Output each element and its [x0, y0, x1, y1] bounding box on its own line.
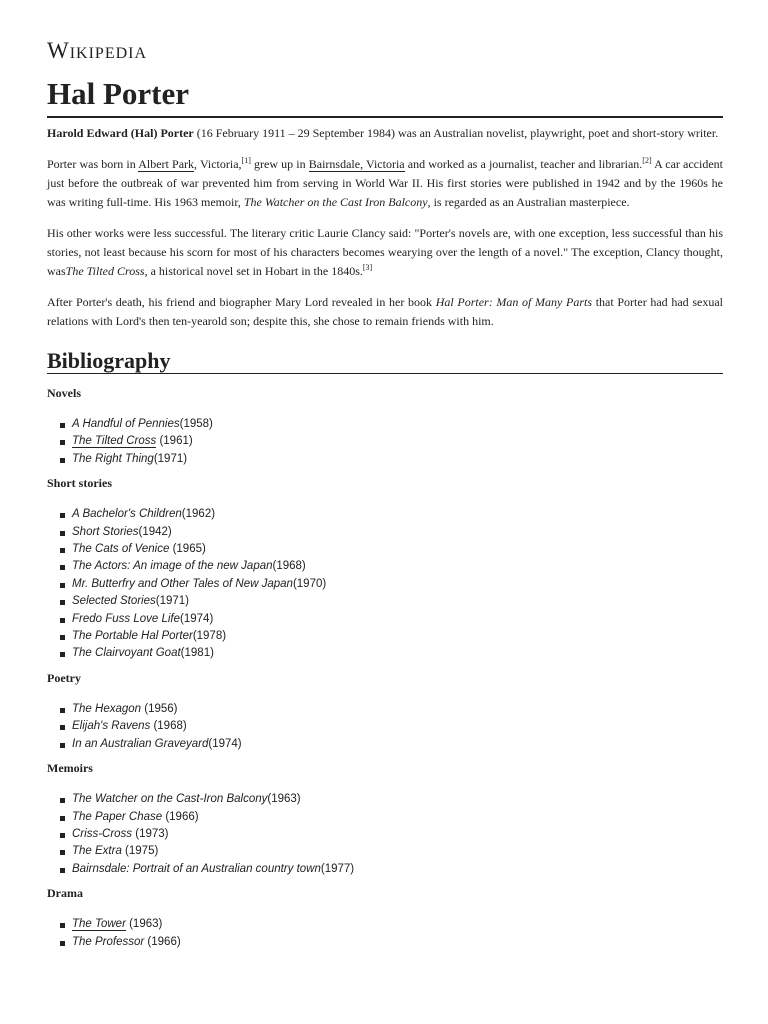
reference-link-2[interactable]: [2]: [642, 156, 652, 165]
list-item: The Clairvoyant Goat(1981): [72, 645, 723, 662]
list-item: Bairnsdale: Portrait of an Australian country town(1977): [72, 861, 723, 878]
reference-link-1[interactable]: [1]: [241, 156, 251, 165]
link-bairnsdale[interactable]: Bairnsdale, Victoria: [308, 157, 405, 171]
personal-life-paragraph: After Porter's death, his friend and biographer Mary Lord revealed in her book Hal Porter: Man of Many Parts that Porter had had sexual relations with Lord's then ten-yearold son; despite this, she chose to remain friends with him.: [47, 295, 723, 328]
wikipedia-logo[interactable]: Wikipedia: [47, 38, 148, 63]
intro-paragraph: Harold Edward (Hal) Porter (16 February 1911 – 29 September 1984) was an Australian novelist, playwright, poet and short-story writer.: [47, 126, 719, 140]
list-item: Fredo Fuss Love Life(1974): [72, 611, 723, 628]
subject-name: Harold Edward (Hal) Porter: [47, 126, 194, 140]
list-item: Selected Stories(1971): [72, 593, 723, 610]
reception-paragraph: His other works were less successful. The literary critic Laurie Clancy said: "Porter's novels are, with one exception, less successful than his stories, not least because his scorn for most of his characters becomes wearying over the length of a novel." The exception, Clancy thought, wasThe Tilted Cross, a historical novel set in Hobart in the 1840s.[3]: [47, 226, 723, 278]
list-item: The Watcher on the Cast-Iron Balcony(1963): [72, 791, 723, 808]
link-albert-park[interactable]: Albert Park: [138, 157, 195, 171]
reference-link-3[interactable]: [3]: [362, 263, 373, 272]
list-item: The Hexagon (1956): [72, 701, 723, 718]
section-heading: Short stories: [47, 476, 112, 491]
list-item: Mr. Butterfry and Other Tales of New Japan(1970): [72, 576, 723, 593]
list-item: The Cats of Venice (1965): [72, 541, 723, 558]
memoirs-list: [47, 791, 723, 878]
article-body: [47, 124, 723, 957]
early-life-paragraph: Porter was born in Albert Park, Victoria,[1] grew up in Bairnsdale, Victoria and worked as a journalist, teacher and librarian.[2] A car accident just before the outbreak of war prevented him from serving in World War II. His first stories were published in 1942 and by the 1960s he was writing full-time. His 1963 memoir, The Watcher on the Cast Iron Balcony, is regarded as an Australian masterpiece.: [47, 156, 724, 209]
drama-list: [47, 916, 723, 951]
list-item: In an Australian Graveyard(1974): [72, 736, 723, 753]
list-item: The Actors: An image of the new Japan(1968): [72, 558, 723, 575]
section-heading: Poetry: [47, 670, 81, 685]
list-item: The Portable Hal Porter(1978): [72, 628, 723, 645]
section-heading: Memoirs: [47, 761, 93, 776]
page-title: Hal Porter: [47, 76, 723, 118]
list-item: The Extra (1975): [72, 843, 723, 860]
list-item: Short Stories(1942): [72, 524, 723, 541]
list-item: A Handful of Pennies(1958): [72, 416, 723, 433]
poetry-list: [47, 701, 723, 753]
bibliography-heading: Bibliography: [47, 351, 723, 374]
list-item: Elijah's Ravens (1968): [72, 718, 723, 735]
list-item: The Right Thing(1971): [72, 451, 723, 468]
novels-list: [47, 416, 723, 468]
list-item: Criss-Cross (1973): [72, 826, 723, 843]
list-item: The Tilted Cross (1961): [72, 433, 723, 450]
list-item: The Paper Chase (1966): [72, 809, 723, 826]
list-item: The Professor (1966): [72, 934, 723, 951]
section-heading: Drama: [47, 886, 83, 901]
list-item: A Bachelor's Children(1962): [72, 506, 723, 523]
short-stories-list: [47, 506, 723, 663]
section-heading: Novels: [47, 386, 81, 400]
list-item: The Tower (1963): [72, 916, 723, 933]
